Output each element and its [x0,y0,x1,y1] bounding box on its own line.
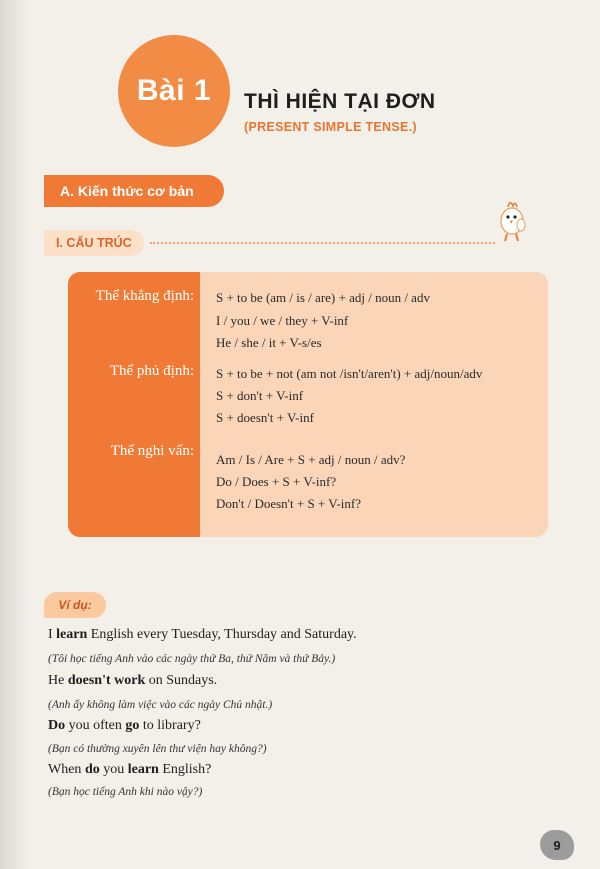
interrogative-formula-3: Don't / Doesn't + S + V-inf? [216,496,362,511]
example-translation-4: (Bạn học tiếng Anh khi nào vậy?) [48,786,203,798]
lesson-subtitle: (PRESENT SIMPLE TENSE.) [244,120,417,134]
example-translation-3: (Bạn có thường xuyên lên thư viện hay không?) [48,743,267,755]
subsection-title: I. CẤU TRÚC [56,236,132,250]
example-sentence-4: When do you learn English? [48,762,212,777]
example-translation-2: (Anh ấy không làm việc vào các ngày Chủ nhật.) [48,699,273,711]
page-number: 9 [553,837,561,853]
negative-label: Thể phủ định: [109,363,194,379]
example-sentence-2: He doesn't work on Sundays. [48,673,218,688]
affirmative-formula-3: He / she / it + V-s/es [216,335,322,350]
interrogative-label: Thể nghi vấn: [110,443,194,459]
lesson-number: Bài 1 [136,74,212,107]
lesson-badge [118,35,230,147]
chick-mascot-icon [494,195,530,245]
subsection-header [44,230,144,256]
negative-formula-2: S + don't + V-inf [216,388,304,403]
affirmative-formula-1: S + to be (am / is / are) + adj / noun / adv [216,290,430,305]
section-banner [44,175,224,207]
structure-label-column [68,272,200,537]
negative-formula-3: S + doesn't + V-inf [216,410,314,425]
interrogative-formula-2: Do / Does + S + V-inf? [216,474,337,489]
section-title: A. Kiến thức cơ bản [60,183,194,199]
affirmative-formula-2: I / you / we / they + V-inf [216,313,349,328]
page-number-badge [540,830,574,860]
interrogative-formula-1: Am / Is / Are + S + adj / noun / adv? [216,452,406,467]
page-gutter-shadow [0,0,30,869]
affirmative-label: Thể khẳng định: [95,288,194,304]
example-sentence-3: Do you often go to library? [48,718,201,733]
example-translation-1: (Tôi học tiếng Anh vào các ngày thứ Ba, thứ Năm và thứ Bảy.) [48,653,336,665]
lesson-title: THÌ HIỆN TẠI ĐƠN [244,90,436,113]
example-label: Ví dụ: [44,592,106,618]
dotted-divider [150,242,495,244]
example-sentence-1: I learn English every Tuesday, Thursday and Saturday. [48,627,357,642]
negative-formula-1: S + to be + not (am not /isn't/aren't) + adj/noun/adv [216,366,483,381]
